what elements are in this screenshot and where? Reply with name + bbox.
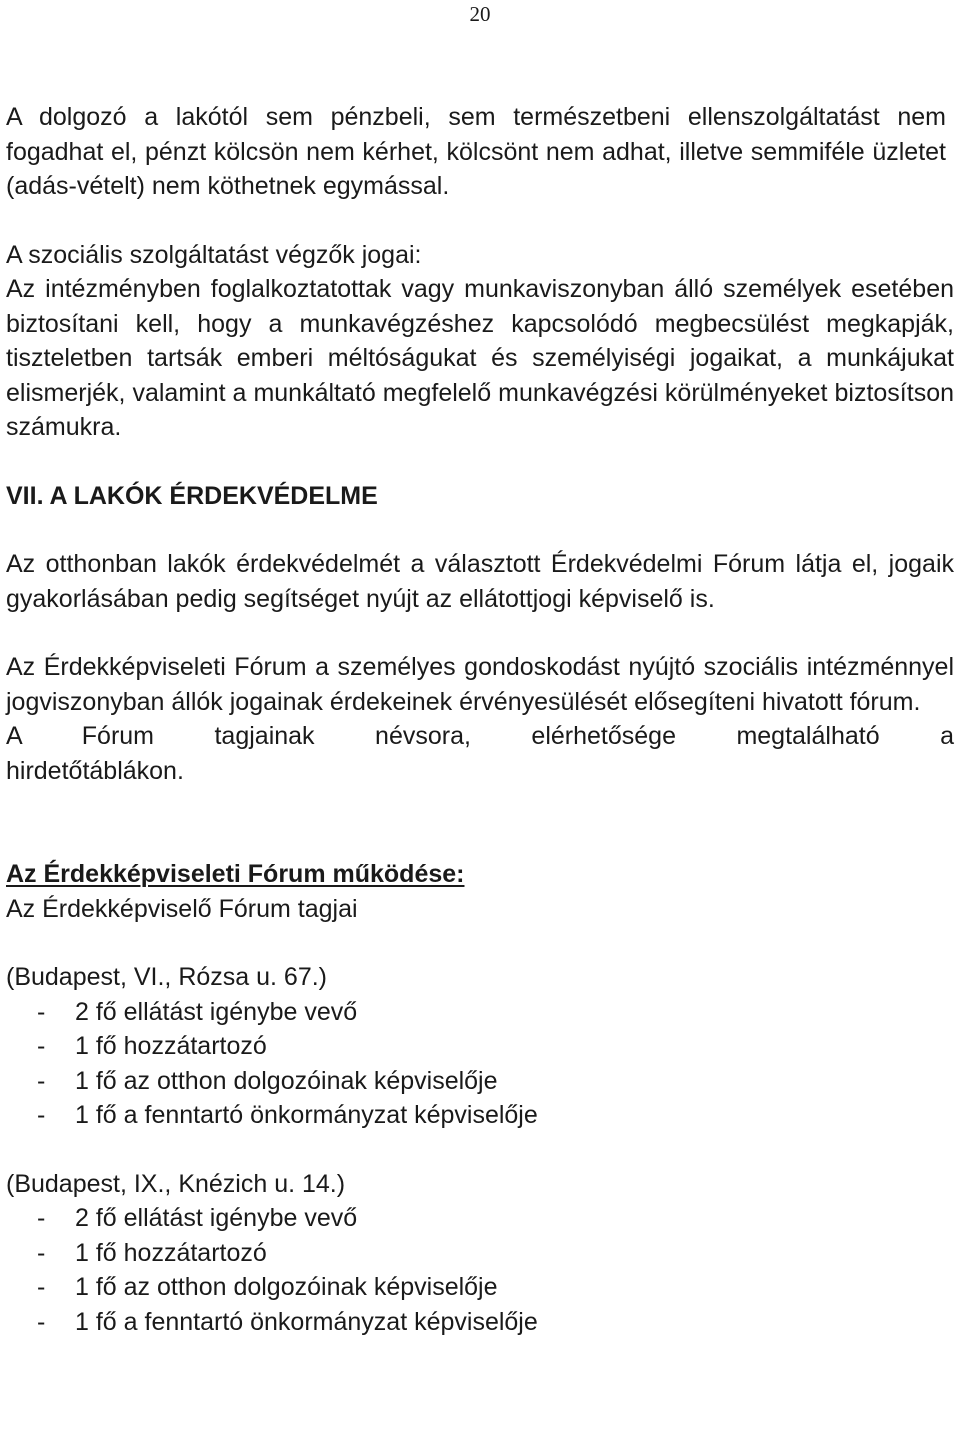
- list-dash: -: [37, 997, 46, 1026]
- list-item-text: 1 fő a fenntartó önkormányzat képviselője: [75, 1307, 538, 1336]
- page-number: 20: [469, 2, 491, 26]
- list-item-text: 1 fő hozzátartozó: [75, 1238, 267, 1267]
- list-item: [6, 1029, 954, 1064]
- list-dash: -: [37, 1273, 46, 1301]
- list-dash: -: [37, 1101, 46, 1129]
- list-item: [6, 1201, 954, 1236]
- list-dash: -: [37, 1238, 46, 1267]
- paragraph-worker-rights-title: A szociális szolgáltatást végzők jogai:: [6, 240, 422, 269]
- section-heading: VII. A LAKÓK ÉRDEKVÉDELME: [6, 481, 378, 510]
- list-item-text: 1 fő hozzátartozó: [75, 1032, 267, 1060]
- paragraph-forum-purpose: Az Érdekképviseleti Fórum a személyes gondoskodást nyújtó szociális intézménnyel jogviszonyban állók jogainak érdekeinek érvényesülését elősegíteni hivatott fórum.: [6, 653, 954, 716]
- list-dash: -: [37, 1066, 46, 1095]
- list-item: [6, 1064, 954, 1099]
- list-item: [6, 1270, 954, 1305]
- list-item-text: 1 fő a fenntartó önkormányzat képviselője: [75, 1101, 538, 1129]
- paragraph-employee-restrictions: A dolgozó a lakótól sem pénzbeli, sem természetbeni ellenszolgáltatást nem fogadhat el, pénzt kölcsön nem kérhet, kölcsönt nem adhat, illetve semmiféle üzletet (adás-vételt) nem köthetnek egymással.: [6, 103, 946, 200]
- list-dash: -: [37, 1307, 46, 1336]
- paragraph-forum-members-line2: hirdetőtáblákon.: [6, 756, 184, 785]
- list-item-text: 2 fő ellátást igénybe vevő: [75, 997, 358, 1026]
- list-dash: -: [37, 1204, 46, 1232]
- paragraph-resident-advocacy: Az otthonban lakók érdekvédelmét a választott Érdekvédelmi Fórum látja el, jogaik gyakorlásában pedig segítséget nyújt az ellátottjogi képviselő is.: [6, 550, 954, 613]
- list-item: [6, 1305, 954, 1340]
- forum-operation-heading-text: Az Érdekképviseleti Fórum működése:: [6, 860, 465, 888]
- list-item-text: 1 fő az otthon dolgozóinak képviselője: [75, 1066, 498, 1095]
- paragraph-forum-members-line1: A Fórum tagjainak névsora, elérhetősége megtalálható a: [6, 722, 954, 750]
- member-list: [6, 1201, 954, 1339]
- list-item: [6, 1236, 954, 1271]
- document-body: [6, 100, 954, 1339]
- forum-members-subtitle: Az Érdekképviselő Fórum tagjai: [6, 894, 358, 923]
- paragraph-worker-rights-body: Az intézményben foglalkoztatottak vagy munkaviszonyban álló személyek esetében biztosítani kell, hogy a munkavégzéshez kapcsolódó megbecsülést megkapják, tiszteletben tartsák emberi méltóságukat és személyiségi jogaikat, a munkájukat elismerjék, valamint a munkáltató megfelelő munkavégzési körülményeket biztosítson számukra.: [6, 275, 954, 441]
- forum-operation-heading: [6, 857, 954, 892]
- location-address: (Budapest, VI., Rózsa u. 67.): [6, 963, 327, 991]
- list-item-text: 1 fő az otthon dolgozóinak képviselője: [75, 1273, 498, 1301]
- list-item: [6, 995, 954, 1030]
- list-dash: -: [37, 1032, 46, 1060]
- list-item: [6, 1098, 954, 1133]
- member-list: [6, 995, 954, 1133]
- location-address: (Budapest, IX., Knézich u. 14.): [6, 1169, 346, 1198]
- list-item-text: 2 fő ellátást igénybe vevő: [75, 1204, 358, 1232]
